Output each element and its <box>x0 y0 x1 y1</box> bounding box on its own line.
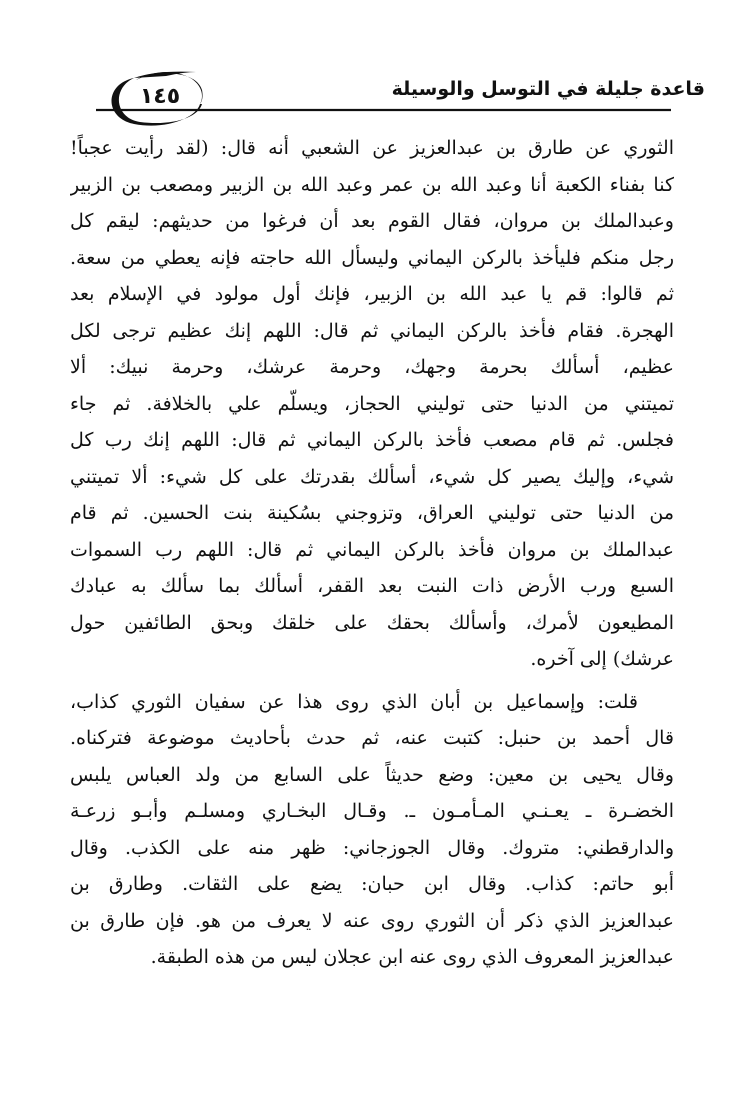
text-line: ثم قالوا: قم يا عبد الله بن الزبير، فإنك أول مولود في الإسلام بعد <box>70 283 674 305</box>
text-line: والدارقطني: متروك. وقال الجوزجاني: ظهر منه على الكذب. وقال <box>70 836 674 859</box>
text-line: المطيعون لأمرك، وأسألك بحقك على خلقك وبحق الطائفين حول <box>70 611 674 634</box>
text-line: وعبدالملك بن مروان، فقال القوم بعد أن فرغوا من حديثهم: ليقم كل <box>70 210 674 232</box>
text-line: من الدنيا حتى توليني العراق، وتزوجني بسُكينة بنت الحسين. ثم قام <box>70 502 674 524</box>
text-line: الهجرة. فقام فأخذ بالركن اليماني ثم قال: اللهم إنك عظيم ترجى لكل <box>70 319 674 342</box>
text-line: قلت: وإسماعيل بن أبان الذي روى هذا عن سفيان الثوري كذاب، <box>70 690 638 713</box>
text-line: عبدالعزيز المعروف الذي روى عنه ابن عجلان ليس من هذه الطبقة. <box>150 946 674 968</box>
text-line: رجل منكم فليأخذ بالركن اليماني وليسأل الله حاجته فإنه يعطي من سعة. <box>70 246 674 269</box>
text-line: كنا بفناء الكعبة أنا وعبد الله بن عمر وعبد الله بن الزبير ومصعب بن الزبير <box>70 173 674 196</box>
text-line: تميتني من الدنيا حتى توليني الحجاز، ويسلّم علي بالخلافة. ثم جاء <box>70 392 674 415</box>
text-line: الثوري عن طارق بن عبدالعزيز عن الشعبي أنه قال: (لقد رأيت عجباً! <box>70 137 674 159</box>
header-ornament <box>96 0 696 140</box>
text-line: عرشك) إلى آخره. <box>530 648 674 670</box>
text-line: فجلس. ثم قام مصعب فأخذ بالركن اليماني ثم قال: اللهم إنك رب كل <box>70 429 674 451</box>
text-line: شيء، وإليك يصير كل شيء، أسألك بقدرتك على كل شيء: ألا تميتني <box>70 465 674 488</box>
text-line: وقال يحيى بن معين: وضع حديثاً على السابع من ولد العباس يلبس <box>70 763 674 786</box>
paragraph-quote <box>70 130 674 678</box>
text-line: الخضـرة ـ يعـنـي المـأمـون ـ. وقـال البخـاري ومسلـم وأبـو زرعـة <box>70 800 674 822</box>
running-header <box>0 0 755 140</box>
page-number: ١٤٥ <box>139 84 181 109</box>
text-line: عظيم، أسألك بحرمة وجهك، وحرمة عرشك، وحرمة نبيك: ألا <box>70 356 674 378</box>
book-title: قاعدة جليلة في التوسل والوسيلة <box>391 78 705 100</box>
page-body <box>70 130 674 976</box>
text-line: السبع ورب الأرض ذات النبت بعد القفر، أسألك بما سألك به عبادك <box>70 575 674 597</box>
text-line: قال أحمد بن حنبل: كتبت عنه، ثم حدث بأحاديث موضوعة فتركناه. <box>70 727 674 749</box>
text-line: أبو حاتم: كذاب. وقال ابن حبان: يضع على الثقات. وطارق بن <box>70 873 674 895</box>
text-line: عبدالملك بن مروان فأخذ بالركن اليماني ثم قال: اللهم رب السموات <box>70 538 674 561</box>
text-line: عبدالعزيز الذي ذكر أن الثوري روى عنه لا يعرف من هو. فإن طارق بن <box>70 909 674 932</box>
paragraph-commentary <box>70 684 674 976</box>
